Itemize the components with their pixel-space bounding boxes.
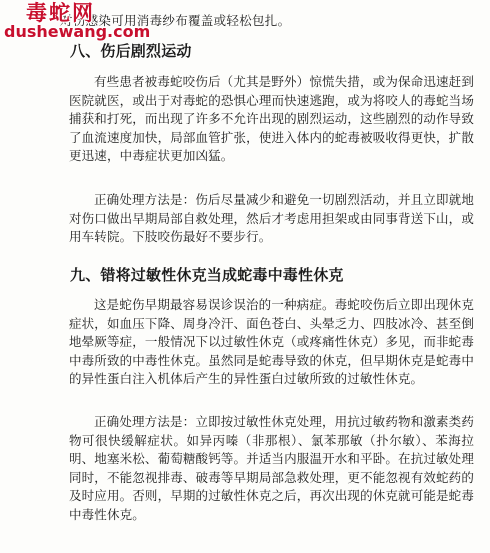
previous-section-fragment: 对伤感染可用消毒纱布覆盖或轻松包扎。 <box>60 13 291 28</box>
section-8-paragraph-2: 正确处理方法是：伤后尽量减少和避免一切剧烈活动，并且立即就地对伤口做出早期局部自救处理，然后才考虑用担架或由同事背送下山，或用车转院。下肢咬伤最好不要步行。 <box>69 192 474 245</box>
section-9-paragraph-1: 这是蛇伤早期最容易误诊误治的一种病症。毒蛇咬伤后立即出现休克症状，如血压下降、周身冷汗、面色苍白、头晕乏力、四肢冰冷、甚至倒地晕厥等症，一般情况下以过敏性休克（或疼痛性休克）多见，而非蛇毒中毒所致的中毒性休克。虽然同是蛇毒导致的休克，但早期休克是蛇毒中的异性蛋白注入机体后产生的异性蛋白过敏所致的过敏性休克。 <box>69 297 474 387</box>
watermark-domain: dushewang.com <box>4 22 151 41</box>
section-heading-9: 九、错将过敏性休克当成蛇毒中毒性休克 <box>70 266 344 284</box>
section-heading-8: 八、伤后剧烈运动 <box>70 42 192 60</box>
watermark-site-name: 毒蛇网 <box>26 0 95 25</box>
section-8-paragraph-1: 有些患者被毒蛇咬伤后（尤其是野外）惊慌失措，或为保命迅速赶到医院就医，或出于对毒蛇的恐惧心理而快速逃跑，或为将咬人的毒蛇当场捕获和打死，而出现了许多不允许出现的剧烈运动，这些剧烈的动作导致了血流速度加快，局部血管扩张，使进入体内的蛇毒被吸收得更快，扩散更迅速，中毒症状更加凶猛。 <box>69 74 474 164</box>
section-9-paragraph-2: 正确处理方法是：立即按过敏性休克处理，用抗过敏药物和激素类药物可很快缓解症状。如异丙嗪（非那根）、氯苯那敏（扑尔敏）、苯海拉明、地塞米松、葡萄糖酸钙等。并适当内服温开水和平卧。在抗过敏处理同时，不能忽视排毒、破毒等早期局部急救处理，更不能忽视有效蛇药的及时应用。否则，早期的过敏性休克之后，再次出现的休克就可能是蛇毒中毒性休克。 <box>69 414 474 522</box>
site-watermark-logo <box>4 2 150 40</box>
